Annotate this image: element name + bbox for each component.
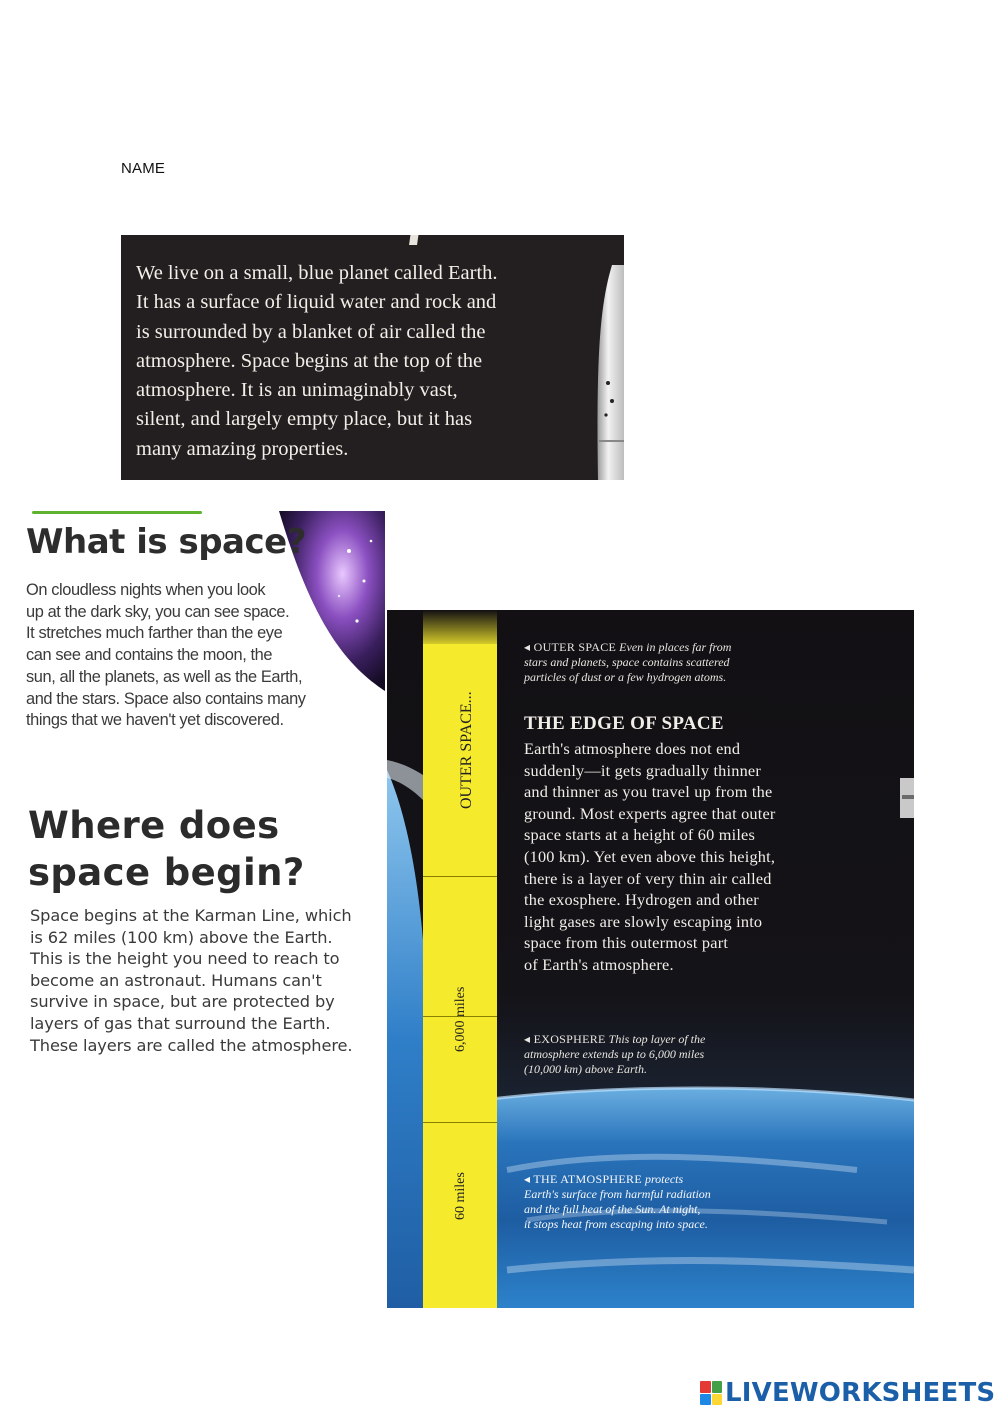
body-line: Earth's atmosphere does not end: [524, 739, 741, 758]
body-line: things that we haven't yet discovered.: [26, 711, 284, 730]
body-line: These layers are called the atmosphere.: [30, 1035, 353, 1055]
intro-line: is surrounded by a blanket of air called the: [136, 320, 486, 343]
body-line: suddenly—it gets gradually thinner: [524, 760, 761, 780]
body-line: light gases are slowly escaping into: [524, 911, 763, 931]
logo-square: [712, 1394, 723, 1406]
intro-line: many amazing properties.: [136, 437, 349, 460]
body-line: On cloudless nights when you look: [26, 581, 266, 599]
scale-tick: [423, 1122, 497, 1123]
intro-panel: [121, 235, 624, 480]
atmosphere-caption: [524, 1172, 824, 1232]
what-is-space-text: [26, 580, 326, 732]
body-line: become an astronaut. Humans can't: [30, 970, 322, 990]
liveworksheets-logo-icon: [700, 1381, 722, 1405]
where-does-space-begin-text: [30, 905, 380, 1056]
body-line: the exosphere. Hydrogen and other: [524, 890, 759, 910]
caption-lead: ◂ THE ATMOSPHERE: [524, 1172, 642, 1186]
body-line: up at the dark sky, you can see space.: [26, 602, 290, 621]
exosphere-caption: [524, 1032, 844, 1077]
intro-line: atmosphere. Space begins at the top of the: [136, 349, 483, 372]
intro-line: silent, and largely empty place, but it has: [136, 408, 473, 431]
what-is-space-title: What is space?: [26, 522, 306, 562]
body-line: This is the height you need to reach to: [30, 949, 340, 969]
body-line: space starts at a height of 60 miles: [524, 825, 756, 845]
edge-of-space-title: THE EDGE OF SPACE: [524, 713, 724, 734]
body-line: there is a layer of very thin air called: [524, 868, 772, 888]
edge-of-space-text: [524, 738, 886, 976]
body-line: can see and contains the moon, the: [26, 646, 273, 665]
logo-square: [700, 1394, 711, 1406]
outer-space-bar-label: OUTER SPACE...: [458, 691, 475, 809]
watermark-text: LIVEWORKSHEETS: [725, 1378, 996, 1408]
body-line: survive in space, but are protected by: [30, 992, 335, 1012]
title-line: space begin?: [28, 851, 305, 894]
caption-body: protects: [644, 1172, 684, 1186]
intro-line: It has a surface of liquid water and rock and: [136, 291, 497, 314]
caption-body: particles of dust or a few hydrogen atoms.: [524, 670, 727, 684]
scale-tick: [423, 876, 497, 877]
body-line: Space begins at the Karman Line, which: [30, 906, 352, 925]
caption-body: stars and planets, space contains scattered: [524, 655, 730, 669]
body-line: It stretches much farther than the eye: [26, 624, 283, 643]
caption-body: This top layer of the: [608, 1032, 706, 1046]
outer-space-caption: [524, 640, 854, 685]
body-line: is 62 miles (100 km) above the Earth.: [30, 927, 333, 947]
caption-body: (10,000 km) above Earth.: [524, 1062, 647, 1076]
caption-lead: ◂ OUTER SPACE: [524, 640, 617, 654]
body-line: and thinner as you travel up from the: [524, 782, 773, 802]
cropped-heading-fragment: [409, 235, 421, 245]
atmosphere-panel: [387, 610, 914, 1308]
body-line: sun, all the planets, as well as the Earth,: [26, 667, 303, 686]
body-line: layers of gas that surround the Earth.: [30, 1013, 331, 1033]
logo-square: [700, 1381, 711, 1393]
caption-body: Even in places far from: [619, 640, 732, 654]
body-line: ground. Most experts agree that outer: [524, 803, 776, 823]
accent-rule: [32, 511, 202, 514]
what-is-space-section: [24, 508, 364, 730]
caption-body: and the full heat of the Sun. At night,: [524, 1202, 701, 1216]
caption-lead: ◂ EXOSPHERE: [524, 1032, 606, 1046]
scale-bar-glow: [423, 610, 497, 650]
title-line: Where does: [28, 804, 280, 847]
intro-line: atmosphere. It is an unimaginably vast,: [136, 379, 458, 402]
caption-body: atmosphere extends up to 6,000 miles: [524, 1047, 705, 1061]
intro-text: [136, 259, 556, 464]
body-line: of Earth's atmosphere.: [524, 954, 674, 974]
intro-line: We live on a small, blue planet called Earth.: [136, 262, 498, 284]
body-line: and the stars. Space also contains many: [26, 689, 306, 708]
body-line: (100 km). Yet even above this height,: [524, 846, 776, 866]
caption-body: Earth's surface from harmful radiation: [524, 1187, 711, 1201]
sixty-miles-label: 60 miles: [453, 1172, 468, 1220]
name-label: NAME: [121, 160, 166, 177]
six-thousand-miles-label: 6,000 miles: [453, 986, 468, 1052]
logo-square: [712, 1381, 723, 1393]
liveworksheets-watermark: [700, 1378, 995, 1408]
rocket-image: [588, 265, 624, 480]
where-does-space-begin-title: [28, 802, 358, 896]
caption-body: it stops heat from escaping into space.: [524, 1217, 708, 1231]
body-line: space from this outermost part: [524, 933, 729, 953]
